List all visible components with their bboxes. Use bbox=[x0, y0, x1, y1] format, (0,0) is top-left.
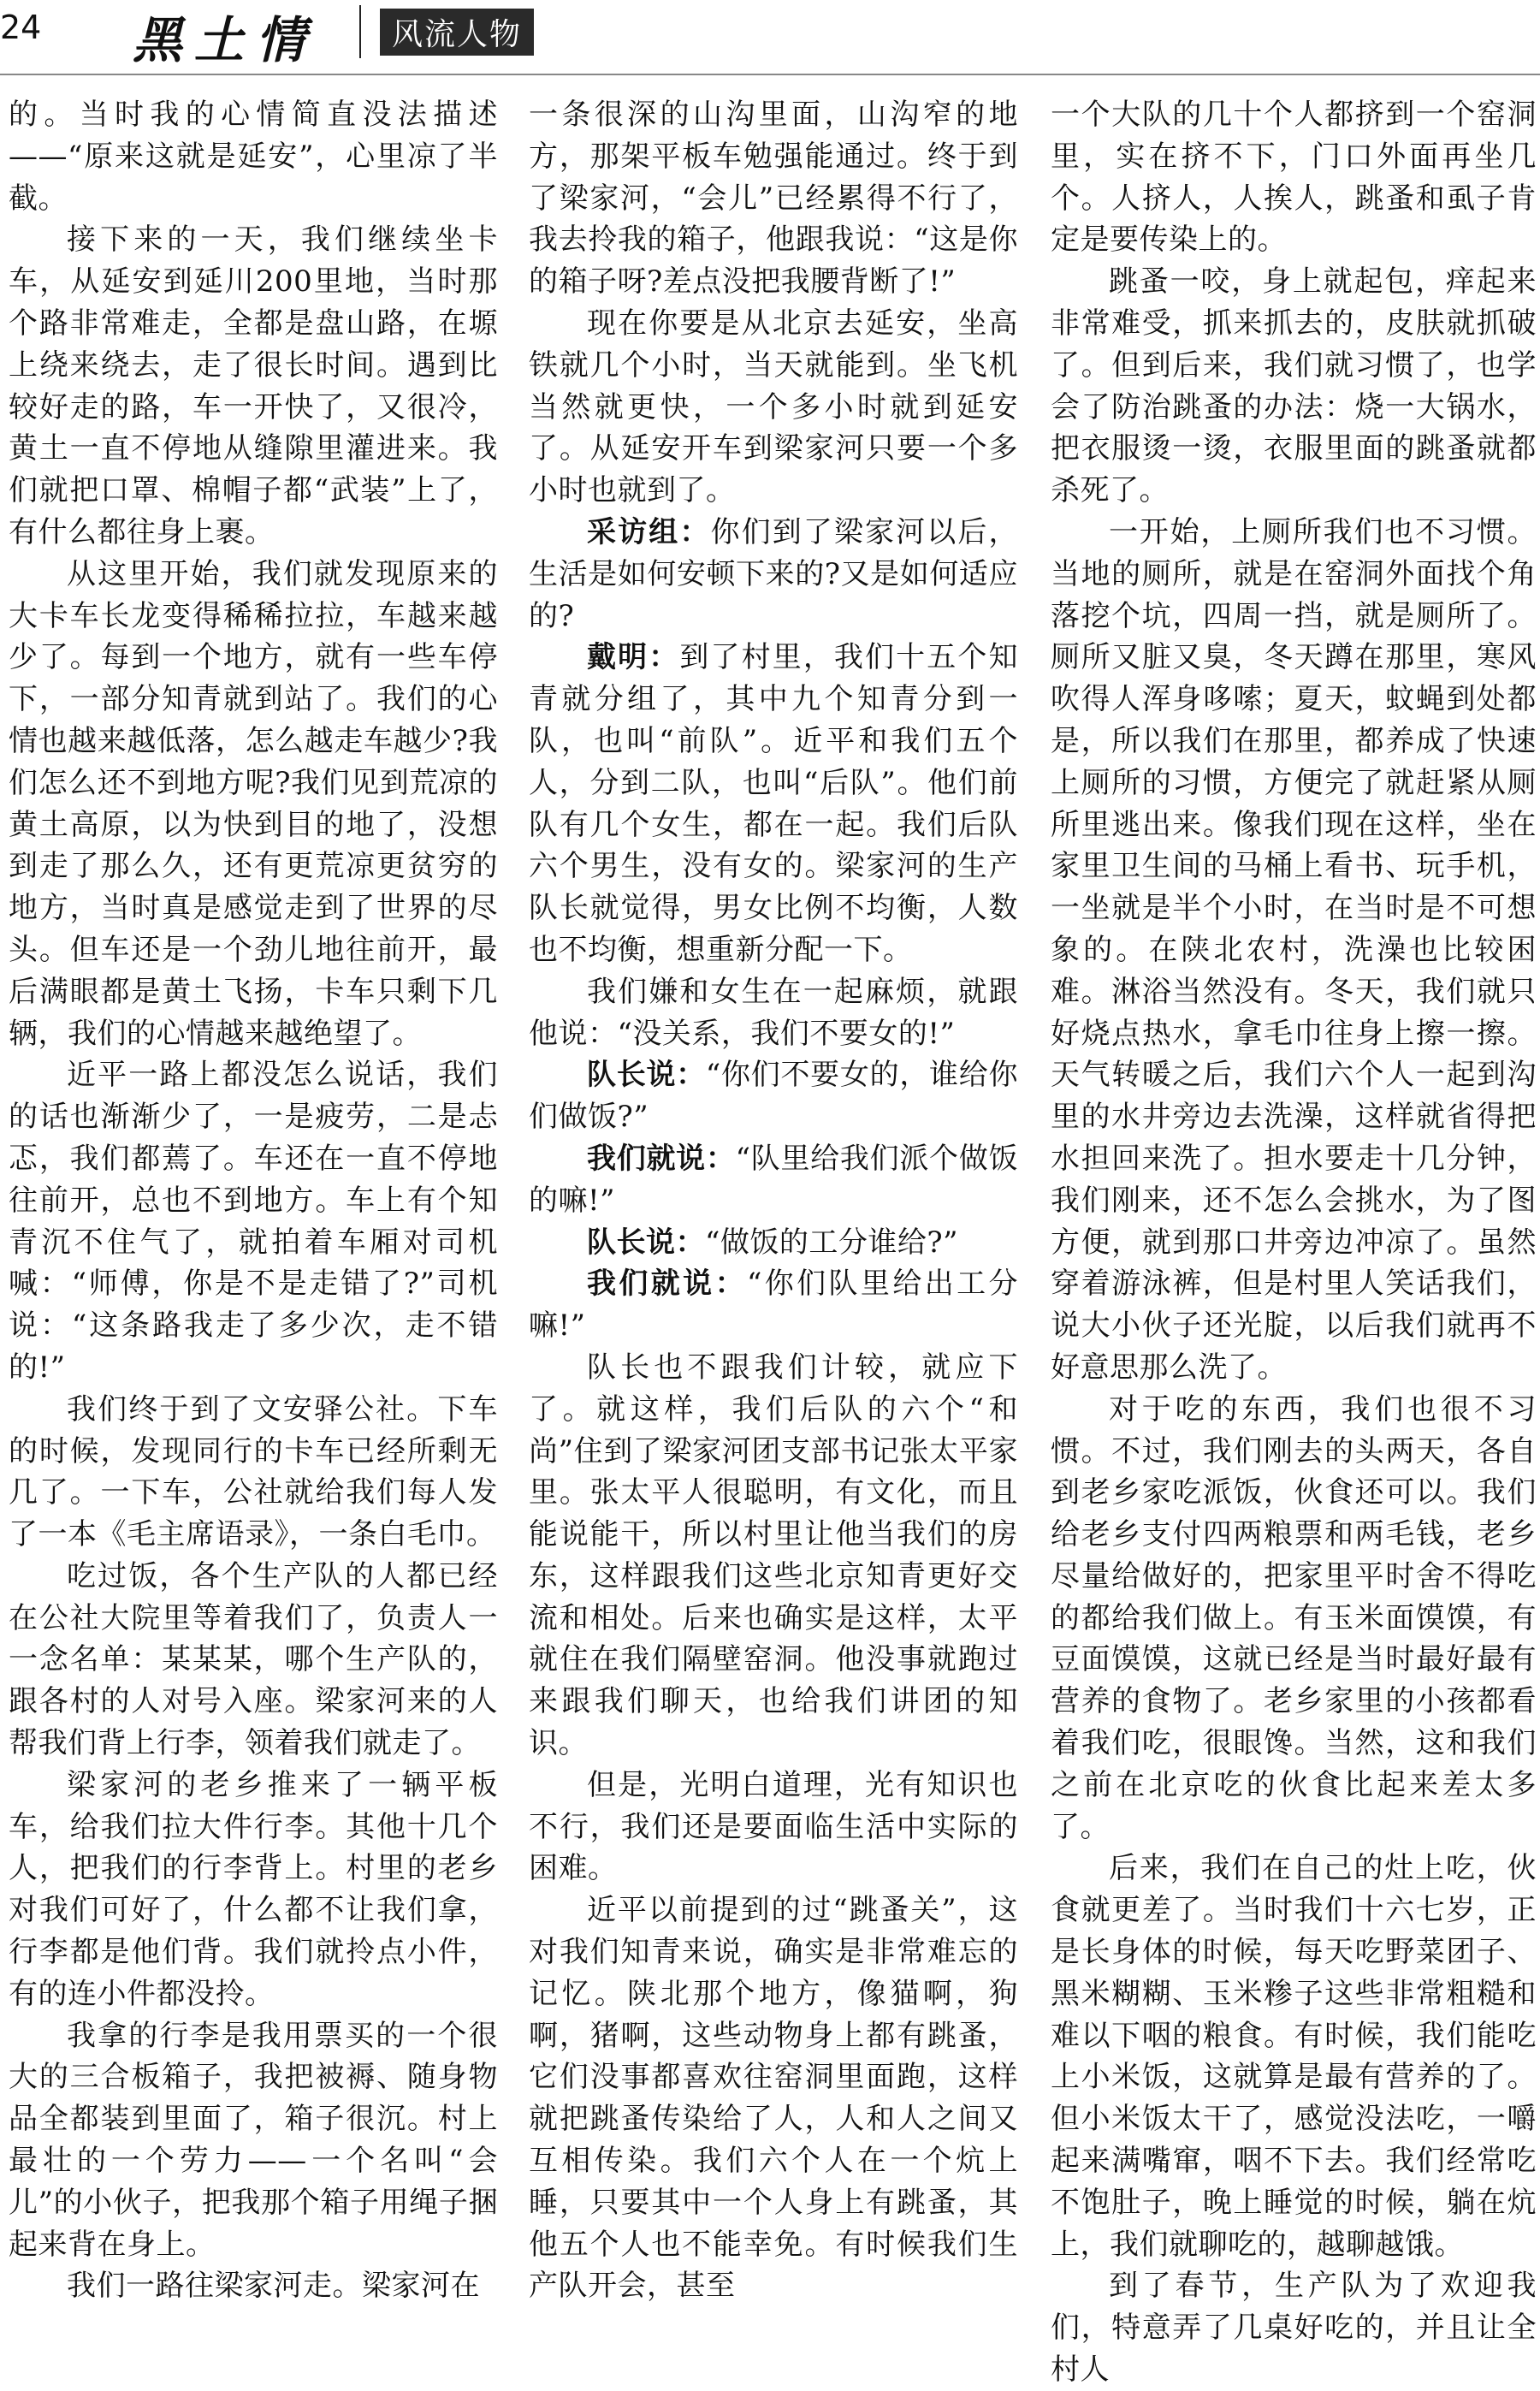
paragraph-text: 后来，我们在自己的灶上吃，伙食就更差了。当时我们十六七岁，正是长身体的时候，每天吃野菜团子、黑米糊糊、玉米糁子这些非常粗糙和难以下咽的粮食。有时候，我们能吃上小米饭，这就算是最有营养的了。但小米饭太干了，感觉没法吃，一嚼起来满嘴窜，咽不下去。我们经常吃不饱肚子，晚上睡觉的时候，躺在炕上，我们就聊吃的，越聊越饿。 bbox=[1051, 1851, 1537, 2262]
paragraph-text: 一开始，上厕所我们也不习惯。当地的厕所，就是在窑洞外面找个角落挖个坑，四周一挡，就是厕所了。厕所又脏又臭，冬天蹲在那里，寒风吹得人浑身哆嗦；夏天，蚊蝇到处都是，所以我们在那里，都养成了快速上厕所的习惯，方便完了就赶紧从厕所里逃出来。像我们现在这样，坐在家里卫生间的马桶上看书、玩手机，一坐就是半个小时，在当时是不可想象的。在陕北农村，洗澡也比较困难。淋浴当然没有。冬天，我们就只好烧点热水，拿毛巾往身上擦一擦。天气转暖之后，我们六个人一起到沟里的水井旁边去洗澡，这样就省得把水担回来洗了。担水要走十几分钟，我们刚来，还不怎么会挑水，为了图方便，就到那口井旁边冲凉了。虽然穿着游泳裤，但是村里人笑话我们，说大小伙子还光腚，以后我们就再不好意思那么洗了。 bbox=[1051, 514, 1537, 1385]
article-paragraph bbox=[9, 94, 498, 219]
paragraph-text: 你们到了梁家河以后，生活是如何安顿下来的?又是如何适应的? bbox=[529, 514, 1019, 633]
paragraph-text: 到了春节，生产队为了欢迎我们，特意弄了几桌好吃的，并且让全村人 bbox=[1051, 2269, 1537, 2388]
article-paragraph bbox=[1051, 512, 1537, 1389]
article-paragraph bbox=[529, 1263, 1018, 1347]
article-paragraph bbox=[529, 1765, 1018, 1890]
text-column-3 bbox=[1051, 94, 1537, 2388]
text-column-1 bbox=[9, 94, 498, 2304]
page-header bbox=[0, 0, 1540, 77]
article-paragraph bbox=[1051, 94, 1537, 261]
paragraph-text: 我们一路往梁家河走。梁家河在 bbox=[67, 2269, 480, 2304]
speaker-label: 戴明： bbox=[587, 640, 680, 675]
article-paragraph bbox=[9, 554, 498, 1055]
article-paragraph bbox=[1051, 2265, 1537, 2390]
article-paragraph bbox=[529, 971, 1018, 1055]
article-paragraph bbox=[9, 2265, 498, 2307]
article-paragraph bbox=[9, 1054, 498, 1388]
section-label: 风流人物 bbox=[380, 9, 534, 56]
article-paragraph bbox=[9, 1556, 498, 1765]
paragraph-text: 队长也不跟我们计较，就应下了。就这样，我们后队的六个“和尚”住到了梁家河团支部书记张太平家里。张太平人很聪明，有文化，而且能说能干，所以村里让他当我们的房东，这样跟我们这些北京知青更好交流和相处。后来也确实是这样，太平就住在我们隔壁窑洞。他没事就跑过来跟我们聊天，也给我们讲团的知识。 bbox=[529, 1350, 1018, 1761]
paragraph-text: “你们不要女的，谁给你们做饭?” bbox=[529, 1058, 1018, 1135]
article-paragraph bbox=[529, 637, 1018, 970]
paragraph-text: 近平以前提到的过“跳蚤关”，这对我们知青来说，确实是非常难忘的记忆。陕北那个地方，像猫啊，狗啊，猪啊，这些动物身上都有跳蚤，它们没事都喜欢往窑洞里面跑，这样就把跳蚤传染给了人，人和人之间又互相传染。我们六个人在一个炕上睡，只要其中一个人身上有跳蚤，其他五个人也不能幸免。有时候我们生产队开会，甚至 bbox=[529, 1893, 1018, 2304]
paragraph-text: “队里给我们派个做饭的嘛!” bbox=[529, 1141, 1019, 1218]
page-number: 24 bbox=[0, 9, 42, 46]
paragraph-text: 跳蚤一咬，身上就起包，痒起来非常难受，抓来抓去的，皮肤就抓破了。但到后来，我们就习惯了，也学会了防治跳蚤的办法：烧一大锅水，把衣服烫一烫，衣服里面的跳蚤就都杀死了。 bbox=[1051, 264, 1537, 508]
header-divider bbox=[359, 5, 361, 58]
article-paragraph bbox=[9, 219, 498, 553]
article-paragraph bbox=[529, 303, 1018, 512]
article-paragraph bbox=[529, 1138, 1018, 1222]
paragraph-text: “你们队里给出工分嘛!” bbox=[529, 1267, 1018, 1344]
article-paragraph bbox=[529, 512, 1018, 637]
article-paragraph bbox=[529, 1054, 1018, 1138]
article-paragraph bbox=[9, 2015, 498, 2266]
speaker-label: 我们就说： bbox=[587, 1267, 747, 1302]
article-paragraph bbox=[1051, 1848, 1537, 2265]
article-paragraph bbox=[1051, 261, 1537, 512]
paragraph-text: 近平一路上都没怎么说话，我们的话也渐渐少了，一是疲劳，二是忐忑，我们都蔫了。车还在一直不停地往前开，总也不到地方。车上有个知青沉不住气了，就拍着车厢对司机喊：“师傅，你是不是走错了?”司机说：“这条路我走了多少次，走不错的!” bbox=[9, 1058, 498, 1385]
paragraph-text: 一条很深的山沟里面，山沟窄的地方，那架平板车勉强能通过。终于到了梁家河，“会儿”已经累得不行了，我去拎我的箱子，他跟我说：“这是你的箱子呀?差点没把我腰背断了!” bbox=[529, 98, 1018, 300]
speaker-label: 我们就说： bbox=[587, 1141, 736, 1176]
article-paragraph bbox=[1051, 1389, 1537, 1848]
paragraph-text: 对于吃的东西，我们也很不习惯。不过，我们刚去的头两天，各自到老乡家吃派饭，伙食还可以。我们给老乡支付四两粮票和两毛钱，老乡尽量给做好的，把家里平时舍不得吃的都给我们做上。有玉米面馍馍，有豆面馍馍，这就已经是当时最好最有营养的食物了。老乡家里的小孩都看着我们吃，很眼馋。当然，这和我们之前在北京吃的伙食比起来差太多了。 bbox=[1051, 1391, 1537, 1844]
article-paragraph bbox=[529, 1890, 1018, 2307]
paragraph-text: 现在你要是从北京去延安，坐高铁就几个小时，当天就能到。坐飞机当然就更快，一个多小时就到延安了。从延安开车到梁家河只要一个多小时也就到了。 bbox=[529, 306, 1018, 508]
paragraph-text: 但是，光明白道理，光有知识也不行，我们还是要面临生活中实际的困难。 bbox=[529, 1767, 1018, 1886]
speaker-label: 队长说： bbox=[587, 1225, 705, 1260]
paragraph-text: 我们嫌和女生在一起麻烦，就跟他说：“没关系，我们不要女的!” bbox=[529, 974, 1018, 1051]
paragraph-text: 接下来的一天，我们继续坐卡车，从延安到延川200里地，当时那个路非常难走，全都是盘山路，在塬上绕来绕去，走了很长时间。遇到比较好走的路，车一开快了，又很冷，黄土一直不停地从缝隙里灌进来。我们就把口罩、棉帽子都“武装”上了，有什么都往身上裹。 bbox=[9, 222, 498, 549]
article-paragraph bbox=[9, 1765, 498, 2015]
paragraph-text: 我拿的行李是我用票买的一个很大的三合板箱子，我把被褥、随身物品全都装到里面了，箱子很沉。村上最壮的一个劳力——一个名叫“会儿”的小伙子，把我那个箱子用绳子捆起来背在身上。 bbox=[9, 2018, 498, 2262]
paragraph-text: 的。当时我的心情简直没法描述——“原来这就是延安”，心里凉了半截。 bbox=[9, 98, 498, 216]
article-paragraph bbox=[529, 1347, 1018, 1765]
paragraph-text: 我们终于到了文安驿公社。下车的时候，发现同行的卡车已经所剩无几了。一下车，公社就给我们每人发了一本《毛主席语录》，一条白毛巾。 bbox=[9, 1391, 498, 1552]
article-paragraph bbox=[529, 94, 1018, 303]
paragraph-text: 吃过饭，各个生产队的人都已经在公社大院里等着我们了，负责人一一念名单：某某某，哪个生产队的，跟各村的人对号入座。梁家河来的人帮我们背上行李，领着我们就走了。 bbox=[9, 1558, 498, 1761]
paragraph-text: “做饭的工分谁给?” bbox=[705, 1225, 958, 1260]
header-rule bbox=[0, 74, 1540, 75]
speaker-label: 队长说： bbox=[587, 1058, 706, 1093]
paragraph-text: 一个大队的几十个人都挤到一个窑洞里，实在挤不下，门口外面再坐几个。人挤人，人挨人，跳蚤和虱子肯定是要传染上的。 bbox=[1051, 98, 1537, 258]
magazine-logo: 黑土情 bbox=[133, 11, 318, 69]
paragraph-text: 梁家河的老乡推来了一辆平板车，给我们拉大件行李。其他十几个人，把我们的行李背上。村里的老乡对我们可好了，什么都不让我们拿，行李都是他们背。我们就拎点小件，有的连小件都没拎。 bbox=[9, 1767, 498, 2011]
text-column-2 bbox=[529, 94, 1019, 2304]
speaker-label: 采访组： bbox=[587, 514, 711, 549]
paragraph-text: 从这里开始，我们就发现原来的大卡车长龙变得稀稀拉拉，车越来越少了。每到一个地方，就有一些车停下，一部分知青就到站了。我们的心情也越来越低落，怎么越走车越少?我们怎么还不到地方呢?我们见到荒凉的黄土高原，以为快到目的地了，没想到走了那么久，还有更荒凉更贫穷的地方，当时真是感觉走到了世界的尽头。但车还是一个劲儿地往前开，最后满眼都是黄土飞扬，卡车只剩下几辆，我们的心情越来越绝望了。 bbox=[9, 556, 498, 1051]
paragraph-text: 到了村里，我们十五个知青就分组了，其中九个知青分到一队，也叫“前队”。近平和我们五个人，分到二队，也叫“后队”。他们前队有几个女生，都在一起。我们后队六个男生，没有女的。梁家河的生产队长就觉得，男女比例不均衡，人数也不均衡，想重新分配一下。 bbox=[529, 640, 1019, 967]
article-paragraph bbox=[529, 1222, 1018, 1264]
article-paragraph bbox=[9, 1389, 498, 1556]
